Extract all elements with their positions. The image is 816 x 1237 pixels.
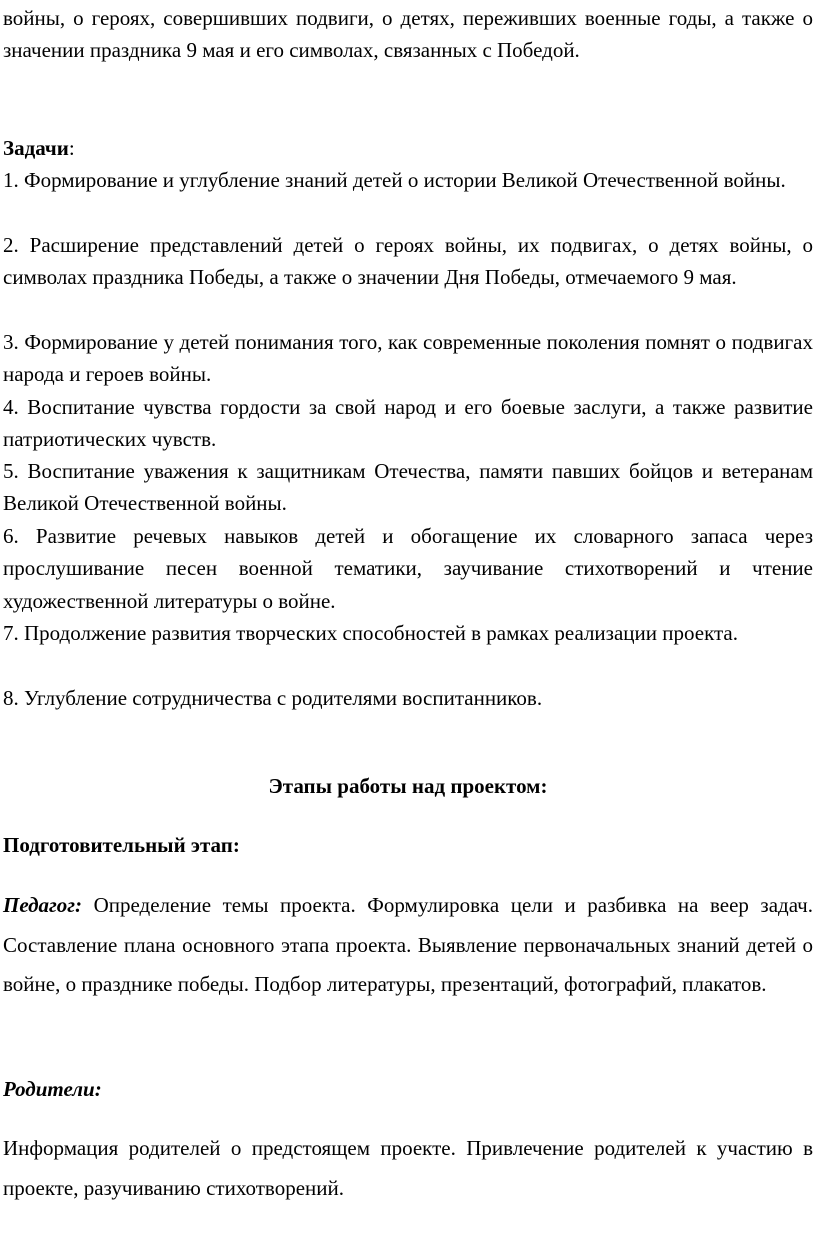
task-item-7: 7. Продолжение развития творческих способностей в рамках реализации проекта. xyxy=(3,621,738,645)
parents-label: Родители: xyxy=(3,1077,102,1101)
teacher-label: Педагог: xyxy=(3,893,83,917)
task-item-6: 6. Развитие речевых навыков детей и обогащение их словарного запаса через прослушивание песен военной тематики, заучивание стихотворений и чтение художественной литературы о войне. xyxy=(3,524,813,613)
task-item-2: 2. Расширение представлений детей о героях войны, их подвигах, о детях войны, о символах праздника Победы, а также о значении Дня Победы, отмечаемого 9 мая. xyxy=(3,233,813,290)
prep-stage-heading: Подготовительный этап: xyxy=(3,833,240,857)
teacher-text: Определение темы проекта. Формулировка цели и разбивка на веер задач. Составление плана основного этапа проекта. Выявление первоначальных знаний детей о войне, о празднике победы. Подбор литературы, презентаций, фотографий, плакатов. xyxy=(3,893,813,997)
tasks-heading xyxy=(3,132,813,164)
task-item-4: 4. Воспитание чувства гордости за свой народ и его боевые заслуги, а также развитие патриотических чувств. xyxy=(3,395,813,452)
intro-paragraph: войны, о героях, совершивших подвиги, о детях, переживших военные годы, а также о значении праздника 9 мая и его символах, связанных с Победой. xyxy=(3,6,813,63)
tasks-heading-colon: : xyxy=(68,136,75,160)
task-item-8: 8. Углубление сотрудничества с родителями воспитанников. xyxy=(3,686,543,710)
task-item-5: 5. Воспитание уважения к защитникам Отечества, памяти павших бойцов и ветеранам Великой Отечественной войны. xyxy=(3,459,813,516)
tasks-heading-label: Задачи xyxy=(3,136,69,160)
parents-paragraph: Информация родителей о предстоящем проекте. Привлечение родителей к участию в проекте, разучиванию стихотворений. xyxy=(3,1136,813,1200)
stages-heading: Этапы работы над проектом: xyxy=(268,774,548,798)
task-item-1: 1. Формирование и углубление знаний детей о истории Великой Отечественной войны. xyxy=(3,168,786,192)
teacher-paragraph xyxy=(3,886,813,1005)
task-item-3: 3. Формирование у детей понимания того, как современные поколения помнят о подвигах народа и героев войны. xyxy=(3,330,813,387)
